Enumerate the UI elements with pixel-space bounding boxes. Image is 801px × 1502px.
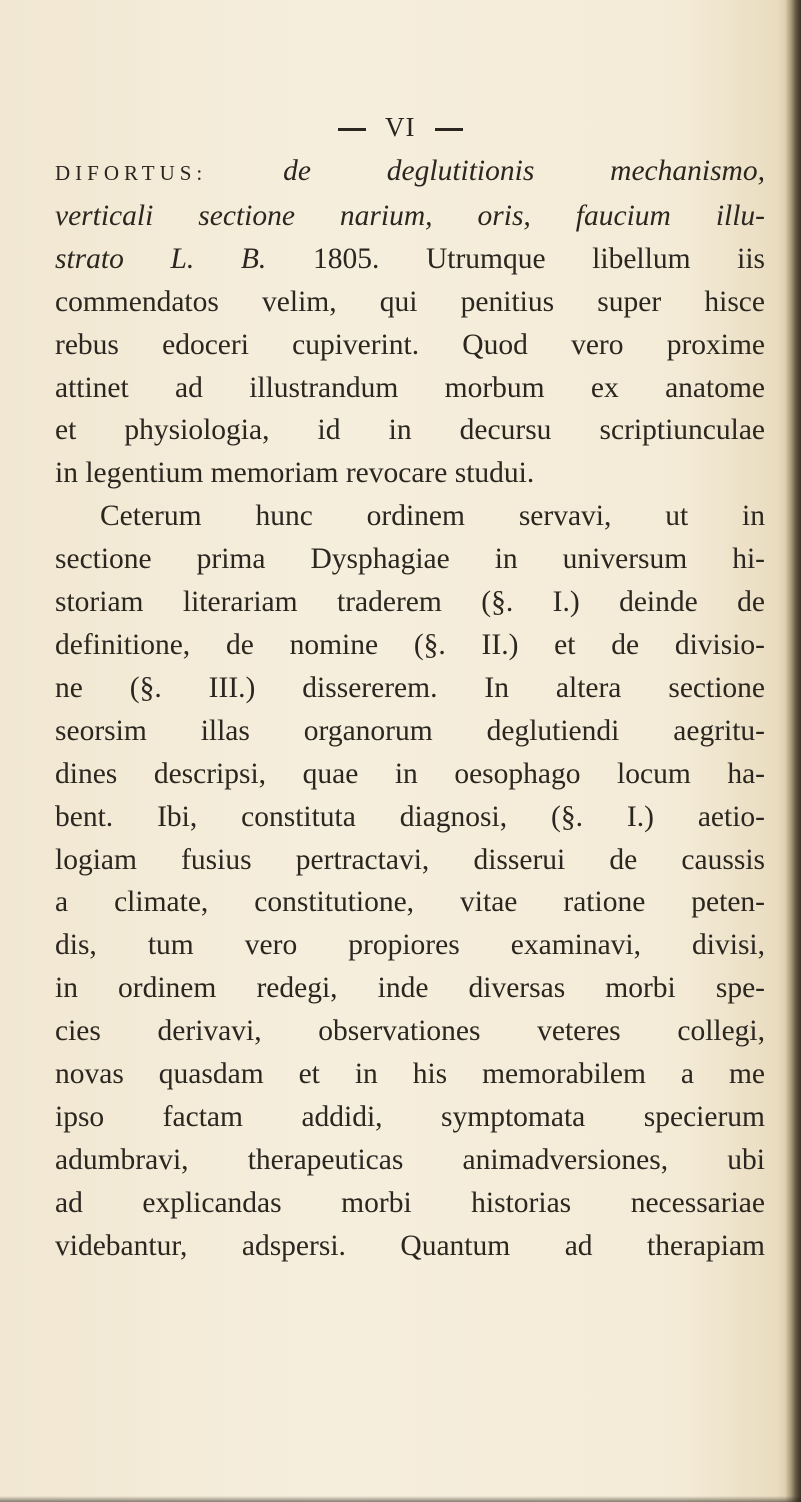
- text-line-17: logiam fusius pertractavi, disserui de caussis: [55, 843, 765, 876]
- text-line-13: ne (§. III.) dissererem. In altera sectione: [55, 671, 765, 704]
- text-line-16: bent. Ibi, constituta diagnosi, (§. I.) aetio-: [55, 800, 765, 833]
- running-header: [0, 112, 801, 143]
- body-text: [55, 150, 765, 1268]
- text-line-12: definitione, de nomine (§. II.) et de divisio-: [55, 628, 765, 661]
- line-text: 1805. Utrumque libellum iis: [312, 242, 766, 275]
- author-name: DIFORTUS:: [55, 161, 208, 185]
- page-number: VI: [385, 112, 416, 142]
- text-line-11: storiam literariam traderem (§. I.) deinde de: [55, 586, 765, 619]
- title-italic: strato L. B.: [55, 242, 267, 275]
- text-line-24: adumbravi, therapeuticas animadversiones, ubi: [55, 1143, 765, 1176]
- text-line-1: [55, 150, 765, 195]
- header-dash-left: [338, 128, 366, 131]
- title-italic: verticali sectione narium, oris, faucium illu-: [55, 199, 765, 232]
- text-line-3: [55, 238, 765, 281]
- text-line-10: sectione prima Dysphagiae in universum hi-: [55, 543, 765, 576]
- text-line-15: dines descripsi, quae in oesophago locum ha-: [55, 757, 765, 790]
- text-line-14: seorsim illas organorum deglutiendi aegritu-: [55, 714, 765, 747]
- text-line-5: rebus edoceri cupiverint. Quod vero proxime: [55, 328, 765, 361]
- text-line-2: [55, 195, 765, 238]
- text-line-21: cies derivavi, observationes veteres collegi,: [55, 1015, 765, 1048]
- text-line-26: videbantur, adspersi. Quantum ad therapiam: [55, 1229, 765, 1262]
- text-line-22: novas quasdam et in his memorabilem a me: [55, 1058, 765, 1091]
- title-italic: de deglutitionis mechanismo,: [283, 155, 765, 187]
- text-line-18: a climate, constitutione, vitae ratione peten-: [55, 886, 765, 919]
- text-line-6: attinet ad illustrandum morbum ex anatome: [55, 371, 765, 404]
- text-line-9: Ceterum hunc ordinem servavi, ut in: [100, 500, 765, 533]
- text-line-19: dis, tum vero propiores examinavi, divisi,: [55, 929, 765, 962]
- page-edge-shadow: [785, 0, 801, 1502]
- text-line-23: ipso factam addidi, symptomata specierum: [55, 1100, 765, 1133]
- text-line-8: in legentium memoriam revocare studui.: [55, 457, 535, 490]
- text-line-25: ad explicandas morbi historias necessariae: [55, 1186, 765, 1219]
- header-dash-right: [435, 128, 463, 131]
- text-line-4: commendatos velim, qui penitius super hisce: [55, 285, 765, 318]
- page-bottom-shadow: [0, 1496, 801, 1502]
- text-line-7: et physiologia, id in decursu scriptiunculae: [55, 414, 765, 447]
- text-line-20: in ordinem redegi, inde diversas morbi spe-: [55, 972, 765, 1005]
